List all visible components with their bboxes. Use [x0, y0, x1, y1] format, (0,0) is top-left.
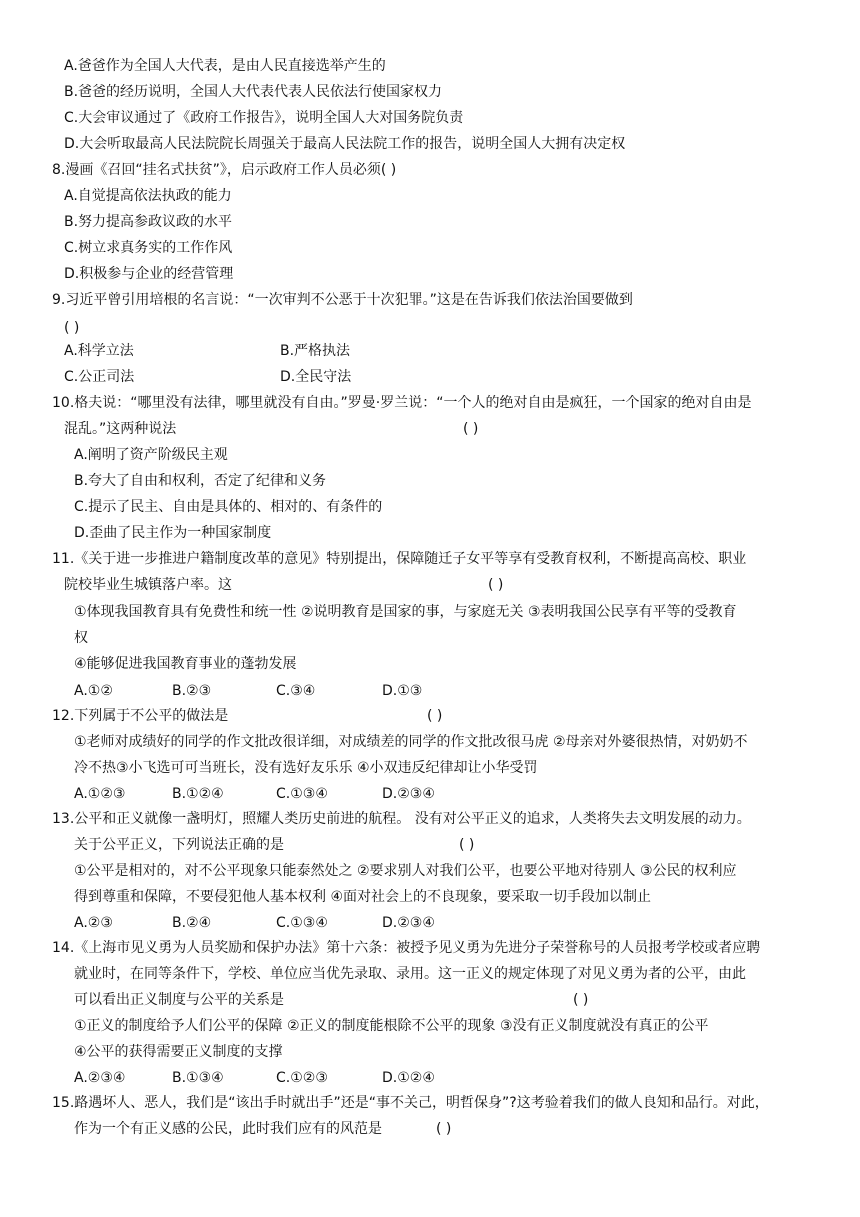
q13-statement-line2: 得到尊重和保障，不要侵犯他人基本权利 ④面对社会上的不良现象，要采取一切手段加以制止: [74, 889, 651, 905]
q13-answer-paren: ( ): [459, 837, 475, 853]
q10-option-c: C.提示了民主、自由是具体的、相对的、有条件的: [74, 499, 383, 515]
q9-option-a: A.科学立法: [64, 343, 134, 359]
q7-option-c: C.大会审议通过了《政府工作报告》，说明全国人大对国务院负责: [64, 110, 464, 126]
q14-stem-line1: 14.《上海市见义勇为人员奖励和保护办法》第十六条：被授予见义勇为先进分子荣誉称号的人员报考学校或者应聘: [52, 940, 761, 956]
q9-option-d: D.全民守法: [280, 369, 352, 385]
q12-stem: 12.下列属于不公平的做法是: [52, 708, 229, 724]
q14-option-a: A.②③④: [74, 1070, 126, 1086]
q13-option-b: B.②④: [172, 915, 212, 931]
q14-option-d: D.①②④: [382, 1070, 435, 1086]
q14-statement-line2: ④公平的获得需要正义制度的支撑: [74, 1044, 283, 1060]
q8-option-b: B.努力提高参政议政的水平: [64, 214, 233, 230]
q11-statement-line3: ④能够促进我国教育事业的蓬勃发展: [74, 656, 297, 672]
q11-option-c: C.③④: [276, 683, 316, 699]
q14-option-c: C.①②③: [276, 1070, 328, 1086]
q9-stem: 9.习近平曾引用培根的名言说：“一次审判不公恶于十次犯罪。”这是在告诉我们依法治国要做到: [52, 292, 633, 308]
q12-statement-line2: 冷不热③小飞选可可当班长，没有选好友乐乐 ④小双违反纪律却让小华受罚: [74, 760, 538, 776]
q8-option-c: C.树立求真务实的工作作风: [64, 240, 233, 256]
q11-stem-line2: 院校毕业生城镇落户率。这: [64, 577, 232, 593]
q13-option-d: D.②③④: [382, 915, 435, 931]
q10-stem-line1: 10.格夫说：“哪里没有法律，哪里就没有自由。”罗曼·罗兰说：“一个人的绝对自由是疯狂，一个国家的绝对自由是: [52, 395, 752, 411]
q12-option-d: D.②③④: [382, 786, 435, 802]
q10-option-b: B.夸大了自由和权利，否定了纪律和义务: [74, 473, 327, 489]
q13-stem-line2: 关于公平正义，下列说法正确的是: [74, 837, 284, 853]
q11-statement-line1: ①体现我国教育具有免费性和统一性 ②说明教育是国家的事，与家庭无关 ③表明我国公民享有平等的受教育: [74, 604, 737, 620]
q14-option-b: B.①③④: [172, 1070, 224, 1086]
q11-answer-paren: ( ): [488, 577, 504, 593]
q11-option-d: D.①③: [382, 683, 423, 699]
q11-stem-line1: 11.《关于进一步推进户籍制度改革的意见》特别提出，保障随迁子女平等享有受教育权利，不断提高高校、职业: [52, 551, 747, 567]
q10-option-a: A.阐明了资产阶级民主观: [74, 447, 228, 463]
q12-option-a: A.①②③: [74, 786, 126, 802]
q10-stem-line2: 混乱。”这两种说法: [64, 421, 177, 437]
q8-stem: 8.漫画《召回“挂名式扶贫”》，启示政府工作人员必须( ): [52, 162, 397, 178]
q7-option-d: D.大会听取最高人民法院院长周强关于最高人民法院工作的报告，说明全国人大拥有决定权: [64, 136, 626, 152]
q14-stem-line2: 就业时，在同等条件下，学校、单位应当优先录取、录用。这一正义的规定体现了对见义勇为者的公平，由此: [74, 966, 746, 982]
q12-option-b: B.①②④: [172, 786, 224, 802]
q12-answer-paren: ( ): [427, 708, 443, 724]
q12-option-c: C.①③④: [276, 786, 328, 802]
q11-option-a: A.①②: [74, 683, 113, 699]
q9-option-c: C.公正司法: [64, 369, 135, 385]
q13-stem-line1: 13.公平和正义就像一盏明灯，照耀人类历史前进的航程。 没有对公平正义的追求，人类将失去文明发展的动力。: [52, 811, 751, 827]
q9-option-b: B.严格执法: [280, 343, 351, 359]
q7-option-b: B.爸爸的经历说明，全国人大代表代表人民依法行使国家权力: [64, 84, 443, 100]
q14-answer-paren: ( ): [573, 992, 589, 1008]
q14-stem-line3: 可以看出正义制度与公平的关系是: [74, 992, 284, 1008]
q9-answer-paren: ( ): [64, 320, 80, 336]
q11-statement-line2: 权: [74, 630, 88, 646]
q15-stem-line1: 15.路遇坏人、恶人，我们是“该出手时就出手”还是“事不关己，明哲保身”?这考验着我们的做人良知和品行。对此，: [52, 1095, 769, 1111]
q11-option-b: B.②③: [172, 683, 212, 699]
q15-stem-line2: 作为一个有正义感的公民，此时我们应有的风范是: [74, 1121, 382, 1137]
q15-answer-paren: ( ): [436, 1121, 452, 1137]
q10-answer-paren: ( ): [463, 421, 479, 437]
q13-statement-line1: ①公平是相对的，对不公平现象只能泰然处之 ②要求别人对我们公平，也要公平地对待别人 ③公民的权利应: [74, 863, 737, 879]
q8-option-a: A.自觉提高依法执政的能力: [64, 188, 232, 204]
q13-option-a: A.②③: [74, 915, 113, 931]
q14-statement-line1: ①正义的制度给予人们公平的保障 ②正义的制度能根除不公平的现象 ③没有正义制度就没有真正的公平: [74, 1018, 709, 1034]
q10-option-d: D.歪曲了民主作为一种国家制度: [74, 525, 272, 541]
q13-option-c: C.①③④: [276, 915, 328, 931]
q7-option-a: A.爸爸作为全国人大代表，是由人民直接选举产生的: [64, 58, 386, 74]
q8-option-d: D.积极参与企业的经营管理: [64, 266, 234, 282]
q12-statement-line1: ①老师对成绩好的同学的作文批改很详细，对成绩差的同学的作文批改很马虎 ②母亲对外婆很热情，对奶奶不: [74, 734, 748, 750]
